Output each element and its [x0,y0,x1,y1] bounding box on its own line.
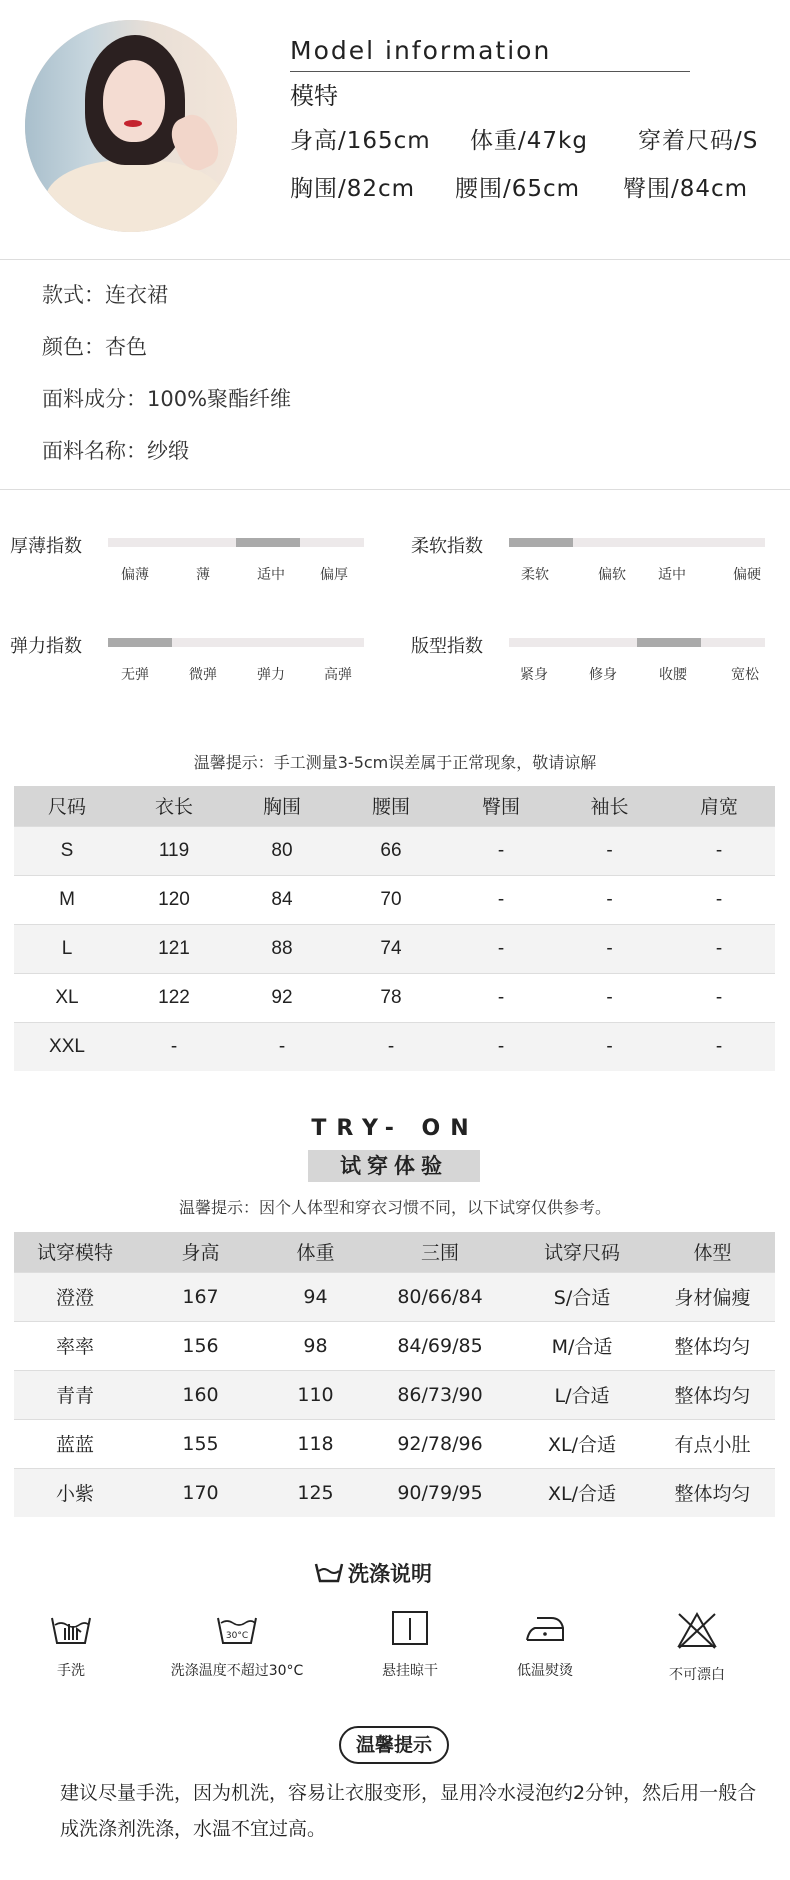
index-tick: 弹力 [257,667,285,683]
column-header: 腰围 [336,786,446,826]
wash-item-hand-wash [0,1610,151,1680]
index-tick: 薄 [196,567,210,583]
index-fill [236,538,300,547]
table-cell: 170 [136,1468,265,1517]
table-cell: 有点小肚 [650,1419,775,1468]
table-cell: 98 [265,1321,366,1370]
table-cell: - [663,924,775,973]
table-cell: M/合适 [514,1321,650,1370]
model-bust: 胸围/82cm [290,176,416,202]
index-label: 版型指数 [411,636,483,657]
product-info [0,260,790,490]
index-track [108,538,364,547]
table-cell: 整体均匀 [650,1370,775,1419]
table-cell: XL/合适 [514,1419,650,1468]
table-cell: 92 [228,973,336,1022]
size-table [14,786,775,1071]
index-tick: 修身 [589,667,617,683]
info-color: 颜色：杏色 [42,335,147,359]
no-bleach-icon [675,1610,719,1650]
table-cell: - [446,973,556,1022]
info-style: 款式：连衣裙 [42,283,168,307]
table-row [14,973,775,1022]
table-cell: 118 [265,1419,366,1468]
wash-label: 手洗 [57,1663,85,1679]
wash-item-no-bleach [617,1610,777,1684]
table-cell: - [556,875,663,924]
table-cell: - [446,875,556,924]
table-cell: 156 [136,1321,265,1370]
wash-temp-label: 30°C [225,1631,249,1641]
model-title-divider [290,71,690,72]
table-cell: - [556,1022,663,1071]
column-header: 体重 [265,1232,366,1272]
table-cell: 122 [120,973,228,1022]
table-cell: 78 [336,973,446,1022]
column-header: 臀围 [446,786,556,826]
table-cell: L/合适 [514,1370,650,1419]
wash-item-low-iron [465,1610,625,1680]
index-tick: 偏硬 [733,567,761,583]
table-row [14,1370,775,1419]
column-header: 肩宽 [663,786,775,826]
index-tick: 适中 [257,567,285,583]
index-tick: 适中 [658,567,686,583]
wash-label: 不可漂白 [669,1667,725,1683]
table-cell: - [446,924,556,973]
table-cell: 小紫 [14,1468,136,1517]
table-cell: S/合适 [514,1272,650,1321]
model-height: 身高/165cm [290,128,431,154]
table-cell: 66 [336,826,446,875]
column-header: 三围 [366,1232,514,1272]
tryon-title: TRY- ON [311,1116,479,1141]
table-row [14,1022,775,1071]
index-label: 弹力指数 [10,636,82,657]
index-fill [637,638,701,647]
column-header: 袖长 [556,786,663,826]
table-cell: 92/78/96 [366,1419,514,1468]
index-tick: 收腰 [659,667,687,683]
wash-basin-icon [314,1562,344,1584]
table-row [14,1468,775,1517]
index-track [509,638,765,647]
table-cell: 率率 [14,1321,136,1370]
wash-30c-icon [215,1610,259,1646]
table-cell: 110 [265,1370,366,1419]
table-cell: - [663,1022,775,1071]
tips-text: 建议尽量手洗，因为机洗，容易让衣服变形，显用冷水浸泡约2分钟，然后用一般合成洗涤剂洗涤，水温不宜过高。 [60,1782,757,1840]
low-iron-icon [523,1610,567,1646]
washing-title [314,1558,432,1588]
size-notice: 温馨提示：手工测量3-5cm误差属于正常现象，敬请谅解 [193,753,597,772]
table-cell: 120 [120,875,228,924]
table-cell: - [446,1022,556,1071]
table-cell: - [663,973,775,1022]
wash-label: 悬挂晾干 [382,1663,438,1679]
table-cell: XL [14,973,120,1022]
index-fill [108,638,172,647]
table-cell: - [556,924,663,973]
tryon-table-header [14,1232,775,1272]
column-header: 衣长 [120,786,228,826]
column-header: 体型 [650,1232,775,1272]
table-cell: 86/73/90 [366,1370,514,1419]
index-tick: 偏薄 [121,567,149,583]
column-header: 尺码 [14,786,120,826]
index-tick: 微弹 [189,667,217,683]
tips-badge: 温馨提示 [339,1726,449,1764]
table-cell: 蓝蓝 [14,1419,136,1468]
table-cell: - [556,826,663,875]
table-cell: 88 [228,924,336,973]
table-row [14,924,775,973]
table-cell: 121 [120,924,228,973]
model-weight: 体重/47kg [470,128,588,154]
hang-dry-icon [390,1610,430,1646]
model-section [0,0,790,260]
table-cell: M [14,875,120,924]
model-hip: 臀围/84cm [623,176,749,202]
table-cell: 整体均匀 [650,1468,775,1517]
table-cell: 身材偏瘦 [650,1272,775,1321]
tryon-subtitle: 试穿体验 [308,1150,480,1182]
column-header: 试穿尺码 [514,1232,650,1272]
index-tick: 偏软 [598,567,626,583]
wash-item-30c [157,1610,317,1680]
table-cell: - [663,875,775,924]
table-cell: - [556,973,663,1022]
model-title: Model information [290,36,552,65]
tryon-table [14,1232,775,1517]
model-waist: 腰围/65cm [455,176,581,202]
table-cell: 160 [136,1370,265,1419]
table-cell: - [663,826,775,875]
hand-wash-icon [49,1610,93,1646]
table-cell: 125 [265,1468,366,1517]
tryon-notice: 温馨提示：因个人体型和穿衣习惯不同，以下试穿仅供参考。 [178,1198,611,1217]
model-subtitle: 模特 [290,82,338,110]
table-cell: 94 [265,1272,366,1321]
column-header: 身高 [136,1232,265,1272]
model-size: 穿着尺码/S [638,128,759,154]
index-label: 柔软指数 [411,536,483,557]
index-label: 厚薄指数 [10,536,82,557]
table-cell: XL/合适 [514,1468,650,1517]
index-track [509,538,765,547]
table-cell: 84 [228,875,336,924]
column-header: 试穿模特 [14,1232,136,1272]
table-cell: 155 [136,1419,265,1468]
wash-label: 洗涤温度不超过30°C [170,1663,304,1679]
index-track [108,638,364,647]
table-row [14,1419,775,1468]
table-cell: - [446,826,556,875]
table-cell: - [120,1022,228,1071]
table-row [14,875,775,924]
table-cell: XXL [14,1022,120,1071]
index-tick: 高弹 [324,667,352,683]
table-cell: 167 [136,1272,265,1321]
table-row [14,826,775,875]
column-header: 胸围 [228,786,336,826]
table-cell: 70 [336,875,446,924]
table-cell: 80 [228,826,336,875]
table-cell: 90/79/95 [366,1468,514,1517]
table-row [14,1272,775,1321]
index-tick: 宽松 [731,667,759,683]
table-cell: 青青 [14,1370,136,1419]
index-tick: 紧身 [520,667,548,683]
table-cell: 澄澄 [14,1272,136,1321]
info-fabric: 面料名称：纱缎 [42,439,189,463]
index-tick: 柔软 [521,567,549,583]
table-cell: - [336,1022,446,1071]
table-cell: S [14,826,120,875]
model-photo [25,20,237,232]
wash-label: 低温熨烫 [517,1663,573,1679]
table-cell: 74 [336,924,446,973]
table-cell: 84/69/85 [366,1321,514,1370]
index-fill [509,538,573,547]
washing-title-text: 洗涤说明 [348,1562,432,1586]
table-cell: 80/66/84 [366,1272,514,1321]
table-cell: 整体均匀 [650,1321,775,1370]
table-cell: - [228,1022,336,1071]
index-tick: 无弹 [121,667,149,683]
table-cell: 119 [120,826,228,875]
index-tick: 偏厚 [320,567,348,583]
table-row [14,1321,775,1370]
table-cell: L [14,924,120,973]
size-table-header [14,786,775,826]
info-composition: 面料成分：100%聚酯纤维 [42,387,292,411]
